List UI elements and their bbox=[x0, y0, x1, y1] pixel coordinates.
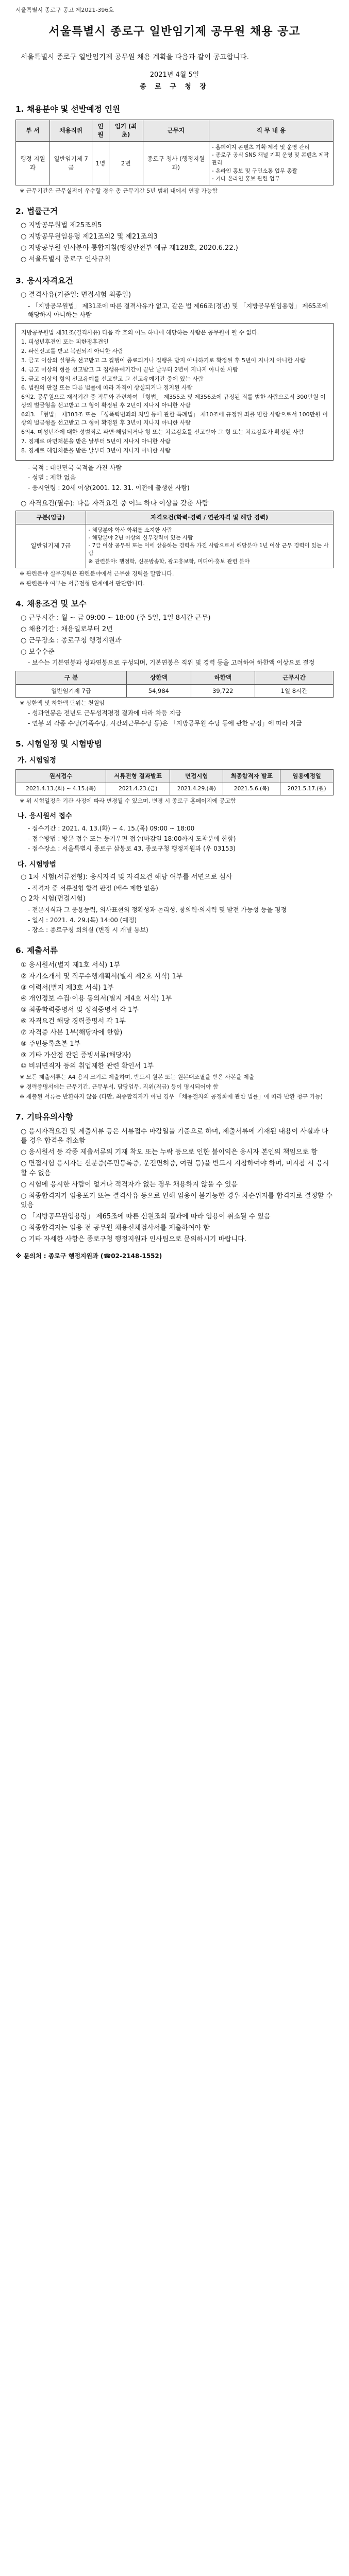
note: ※ 상한액 및 하한액 단위는 천원임 bbox=[20, 700, 105, 707]
list-item: ○ 근무장소 : 종로구청 행정지원과 bbox=[21, 636, 122, 645]
table-cell: 종로구 청사 (행정지원과) bbox=[143, 141, 209, 185]
list-item: - 장소 : 종로구청 회의실 (변경 시 개별 통보) bbox=[28, 926, 148, 934]
list-item: ○ 2차 시험(면접시험) bbox=[21, 895, 86, 903]
table-header: 임기 (최초) bbox=[109, 120, 143, 141]
table-header: 원서접수 bbox=[16, 769, 106, 783]
table-cell: 2021.5.6.(목) bbox=[223, 783, 280, 795]
table-header: 근무지 bbox=[143, 120, 209, 141]
list-item: - 전문지식과 그 응용능력, 의사표현의 정확성과 논리성, 창의력·의지력 및 발전 가능성 등을 평정 bbox=[28, 906, 287, 914]
box-line: 지방공무원법 제31조(결격사유) 다음 각 호의 어느 하나에 해당하는 사람은 공무원이 될 수 없다. bbox=[21, 329, 259, 336]
note: ※ 관련분야 실무경력은 관련분야에서 근무한 경력을 말합니다. bbox=[20, 570, 174, 577]
list-item: ⑥ 자격요건 해당 경력증명서 각 1부 bbox=[21, 1018, 126, 1026]
note: ※ 위 시험일정은 기관 사정에 따라 변경될 수 있으며, 변경 시 종로구 홈페이지에 공고함 bbox=[20, 797, 236, 804]
paragraph: - 「지방공무원법」 제31조에 따른 결격사유가 없고, 같은 법 제66조(정년) 및 「지방공무원임용령」 제65조에 해당하지 아니하는 사람 bbox=[28, 302, 328, 319]
list-item: - 성과연봉은 전년도 근무성적평정 결과에 따라 차등 지급 bbox=[28, 709, 181, 717]
list-item: ③ 이력서(별지 제3호 서식) 1부 bbox=[21, 984, 114, 992]
box-line: 8. 징계로 해임처분을 받은 날부터 3년이 지나지 아니한 사람 bbox=[21, 447, 171, 454]
table-cell: 일반임기제 7급 bbox=[49, 141, 92, 185]
list-item: ○ 근무시간 : 월 ~ 금 09:00 ~ 18:00 (주 5일, 1일 8시간 근무) bbox=[21, 614, 211, 622]
box-line: 6. 법원의 판결 또는 다른 법률에 따라 자격이 상실되거나 정지된 사람 bbox=[21, 384, 193, 392]
list-item: - 접수기간 : 2021. 4. 13.(화) ~ 4. 15.(목) 09:00 ~ 18:00 bbox=[28, 825, 195, 833]
recruitment-notice bbox=[0, 0, 349, 1276]
list-item: ○ 「지방공무원임용령」 제65조에 따른 신원조회 결과에 따라 임용이 취소될 수 있음 bbox=[21, 1213, 271, 1221]
list-item: - 접수방법 : 방문 접수 또는 등기우편 접수(마감일 18:00까지 도착분에 한함) bbox=[28, 835, 236, 842]
duty-item: - 홈페이지 콘텐츠 기획·제작 및 운영 관리 bbox=[211, 144, 310, 150]
subheading: ○ 결격사유(기준일: 면접시험 최종일) bbox=[21, 291, 131, 299]
section-heading: 5. 시험일정 및 시험방법 bbox=[15, 739, 102, 749]
schedule-table bbox=[15, 769, 334, 795]
box-line: 4. 금고 이상의 형을 선고받고 그 집행유예기간이 끝난 날부터 2년이 지나지 아니한 사람 bbox=[21, 366, 238, 373]
list-item: - 적격자 중 서류전형 합격 판정 (배수 제한 없음) bbox=[28, 884, 158, 892]
list-item: ○ 서울특별시 종로구 인사규칙 bbox=[21, 255, 111, 263]
duty-item: - 기타 온라인 홍보 관련 업무 bbox=[211, 175, 280, 182]
list-item: ⑧ 주민등록초본 1부 bbox=[21, 1040, 81, 1048]
list-item: - 성별 : 제한 없음 bbox=[28, 474, 76, 482]
subheading: 가. 시험일정 bbox=[18, 756, 57, 765]
list-item: ④ 개인정보 수집·이용 동의서(별지 제4호 서식) 1부 bbox=[21, 995, 172, 1003]
disqualification-box bbox=[15, 323, 334, 461]
page-title: 서울특별시 종로구 일반임기제 공무원 채용 공고 bbox=[48, 25, 301, 38]
table-header: 임용예정일 bbox=[280, 769, 334, 783]
section-heading: 2. 법률근거 bbox=[15, 206, 58, 216]
table-header: 직 무 내 용 bbox=[209, 120, 333, 141]
list-item: ○ 보수수준 bbox=[21, 648, 55, 656]
table-cell: 2021.5.17.(월) bbox=[280, 783, 334, 795]
list-item: ○ 지방공무원법 제25조의5 bbox=[21, 222, 102, 230]
list-item: ○ 지방공무원임용령 제21조의2 및 제21조의3 bbox=[21, 233, 158, 241]
table-header: 구 분 bbox=[16, 671, 127, 684]
qualification-related: ※ 관련분야: 행정학, 신문방송학, 광고홍보학, 미디어·홍보 관련 분야 bbox=[88, 558, 250, 565]
section-heading: 7. 기타유의사항 bbox=[15, 1112, 73, 1122]
box-line: 2. 파산선고를 받고 복권되지 아니한 사람 bbox=[21, 347, 123, 354]
table-header: 서류전형 결과발표 bbox=[106, 769, 170, 783]
list-item: ⑦ 자격증 사본 1부(해당자에 한함) bbox=[21, 1028, 123, 1037]
qualification-item: - 7급 이상 공무원 또는 이에 상응하는 경력을 가진 사람으로서 해당분야 1년 이상 근무 경력이 있는 사람 bbox=[88, 543, 329, 557]
table-header: 하한액 bbox=[191, 671, 255, 684]
section-heading: 1. 채용분야 및 선발예정 인원 bbox=[15, 105, 120, 114]
note: ※ 제출된 서류는 반환하지 않음 (다만, 최종합격자가 아닌 경우 「채용절차의 공정화에 관한 법률」에 따라 반환 청구 가능) bbox=[20, 1093, 323, 1100]
duty-item: - 온라인 홍보 및 구민소통 업무 총괄 bbox=[211, 167, 297, 174]
list-item: ○ 시험에 응시한 사람이 없거나 적격자가 없는 경우 채용하지 않을 수 있음 bbox=[21, 1180, 238, 1189]
qualification-item: - 해당분야 2년 이상의 실무경력이 있는 사람 bbox=[88, 534, 193, 541]
table-row bbox=[16, 684, 334, 698]
subheading: 다. 시험방법 bbox=[18, 860, 57, 869]
list-item: ○ 기타 자세한 사항은 종로구청 행정지원과 인사팀으로 문의하시기 바랍니다. bbox=[21, 1235, 246, 1243]
list-item: ⑤ 최종학력증명서 및 성적증명서 각 1부 bbox=[21, 1006, 139, 1014]
box-line: 3. 금고 이상의 실형을 선고받고 그 집행이 종료되거나 집행을 받지 아니하기로 확정된 후 5년이 지나지 아니한 사람 bbox=[21, 357, 306, 364]
table-cell: 2021.4.23.(금) bbox=[106, 783, 170, 795]
list-item: ○ 최종합격자가 임용포기 또는 결격사유 등으로 인해 임용이 불가능한 경우 차순위자를 합격자로 결정할 수 있음 bbox=[21, 1192, 333, 1210]
section-heading: 4. 채용조건 및 보수 bbox=[15, 599, 87, 608]
box-line: 6의4. 미성년자에 대한 성범죄로 파면·해임되거나 형 또는 치료감호를 선고받아 그 형 또는 치료감호가 확정된 사람 bbox=[21, 429, 304, 436]
qualification-table bbox=[15, 511, 334, 568]
list-item: - 응시연령 : 20세 이상(2001. 12. 31. 이전에 출생한 사람) bbox=[28, 484, 190, 492]
box-line: 7. 징계로 파면처분을 받은 날부터 5년이 지나지 아니한 사람 bbox=[21, 438, 171, 445]
box-line: 1. 피성년후견인 또는 피한정후견인 bbox=[21, 338, 109, 345]
table-header: 상한액 bbox=[127, 671, 191, 684]
signer: 종 로 구 청 장 bbox=[140, 83, 209, 91]
list-item: ② 자기소개서 및 직무수행계획서(별지 제2호 서식) 1부 bbox=[21, 972, 183, 980]
box-line: 5. 금고 이상의 형의 선고유예를 선고받고 그 선고유예기간 중에 있는 사람 bbox=[21, 375, 204, 382]
table-header: 최종합격자 발표 bbox=[223, 769, 280, 783]
list-item: ○ 채용기간 : 채용일로부터 2년 bbox=[21, 625, 113, 633]
note: ※ 근무기간은 근무실적이 우수할 경우 총 근무기간 5년 범위 내에서 연장 가능함 bbox=[20, 187, 218, 194]
table-cell: 2021.4.29.(목) bbox=[170, 783, 223, 795]
table-header: 구분(임급) bbox=[16, 511, 86, 524]
table-cell: 일반임기제 7급 bbox=[16, 524, 86, 568]
table-cell: 일반임기제 7급 bbox=[16, 684, 127, 698]
subheading: ○ 자격요건(필수): 다음 자격요건 중 어느 하나 이상을 갖춘 사람 bbox=[21, 500, 209, 508]
box-line: 6의3. 「형법」 제303조 또는 「성폭력범죄의 처벌 등에 관한 특례법」 제10조에 규정된 죄를 범한 사람으로서 100만원 이상의 벌금형을 선고받고 그 형이 확정된 후 3년이 지나지 아니한 사람 bbox=[21, 411, 328, 427]
box-line: 6의2. 공무원으로 재직기간 중 직무와 관련하여 「형법」 제355조 및 제356조에 규정된 죄를 범한 사람으로서 300만원 이상의 벌금형을 선고받고 그 형이 확정된 후 2년이 지나지 아니한 사람 bbox=[21, 394, 326, 409]
table-cell: 39,722 bbox=[191, 684, 255, 698]
table-row bbox=[16, 141, 334, 185]
duty-item: - 종로구 공식 SNS 채널 기획 운영 및 콘텐츠 제작 관리 bbox=[211, 152, 329, 166]
qualification-cell bbox=[86, 524, 333, 568]
pay-table bbox=[15, 671, 334, 698]
list-item: ⑩ 비위면직자 등의 취업제한 관련 확인서 1부 bbox=[21, 1062, 154, 1071]
list-item: - 일시 : 2021. 4. 29.(목) 14:00 (예정) bbox=[28, 916, 137, 924]
list-item: ○ 최종합격자는 임용 전 공무원 채용신체검사서를 제출하여야 함 bbox=[21, 1224, 210, 1232]
list-item: - 국적 : 대한민국 국적을 가진 사람 bbox=[28, 464, 122, 471]
table-cell: 1일 8시간 bbox=[255, 684, 333, 698]
note: ※ 모든 제출서류는 A4 용지 크기로 제출하며, 반드시 원본 또는 원본대조필을 받은 사본을 제출 bbox=[20, 1074, 255, 1081]
list-item: ○ 면접시험 응시자는 신분증(주민등록증, 운전면허증, 여권 등)을 반드시 지참하여야 하며, 미지참 시 응시할 수 없음 bbox=[21, 1160, 329, 1177]
list-item: ○ 응시원서 등 각종 제출서류의 기재 착오 또는 누락 등으로 인한 불이익은 응시자 본인의 책임으로 함 bbox=[21, 1148, 318, 1157]
contact-info: ※ 문의처 : 종로구 행정지원과 (☎02-2148-1552) bbox=[15, 1252, 162, 1260]
qualification-item: - 해당분야 학사 학위를 소지한 사람 bbox=[88, 527, 172, 533]
table-row bbox=[16, 524, 334, 568]
list-item: ○ 1차 시험(서류전형): 응시자격 및 자격요건 해당 여부를 서면으로 심사 bbox=[21, 873, 232, 882]
list-item: ○ 응시자격요건 및 제출서류 등은 서류접수 마감일을 기준으로 하며, 제출서류에 기재된 내용이 사실과 다를 경우 합격을 취소함 bbox=[21, 1127, 328, 1145]
table-cell: 54,984 bbox=[127, 684, 191, 698]
table-header: 인원 bbox=[92, 120, 109, 141]
table-cell: 1명 bbox=[92, 141, 109, 185]
duties-cell bbox=[209, 141, 333, 185]
table-cell: 2021.4.13.(화) ~ 4.15.(목) bbox=[16, 783, 106, 795]
table-header: 채용직위 bbox=[49, 120, 92, 141]
list-item: ⑨ 기타 가산점 관련 증빙서류(해당자) bbox=[21, 1051, 131, 1059]
table-row bbox=[16, 783, 334, 795]
subheading: 나. 응시원서 접수 bbox=[18, 811, 72, 820]
list-item: ① 응시원서(별지 제1호 서식) 1부 bbox=[21, 961, 121, 969]
note: ※ 관련분야 여부는 서류전형 단계에서 판단합니다. bbox=[20, 580, 145, 587]
table-header: 면접시험 bbox=[170, 769, 223, 783]
table-cell: 2년 bbox=[109, 141, 143, 185]
table-header: 자격요건(학력·경력 / 연관자격 및 해당 경력) bbox=[86, 511, 333, 524]
section-heading: 3. 응시자격요건 bbox=[15, 276, 73, 285]
paragraph: - 보수는 기본연봉과 성과연봉으로 구성되며, 기본연봉은 직위 및 경력 등을 고려하여 하한액 이상으로 결정 bbox=[28, 659, 315, 667]
section-heading: 6. 제출서류 bbox=[15, 946, 58, 956]
list-item: - 연봉 외 각종 수당(가족수당, 시간외근무수당 등)은 「지방공무원 수당 등에 관한 규정」에 따라 지급 bbox=[28, 719, 302, 727]
table-header: 근무시간 bbox=[255, 671, 333, 684]
notice-date: 2021년 4월 5일 bbox=[149, 71, 200, 79]
recruit-table bbox=[15, 120, 334, 185]
note: ※ 경력증명서에는 근무기간, 근무부서, 담당업무, 직위(직급) 등이 명시되어야 함 bbox=[20, 1083, 219, 1091]
list-item: ○ 지방공무원 인사분야 통합지침(행정안전부 예규 제128호, 2020.6.22.) bbox=[21, 244, 238, 252]
table-cell: 행정 지원과 bbox=[16, 141, 50, 185]
list-item: - 접수장소 : 서울특별시 종로구 삼봉로 43, 종로구청 행정지원과 (우 03153) bbox=[28, 845, 236, 853]
table-header: 부 서 bbox=[16, 120, 50, 141]
intro-text: 서울특별시 종로구 일반임기제 공무원 채용 계획을 다음과 같이 공고합니다. bbox=[21, 53, 249, 61]
notice-number: 서울특별시 종로구 공고 제2021-396호 bbox=[15, 7, 114, 13]
